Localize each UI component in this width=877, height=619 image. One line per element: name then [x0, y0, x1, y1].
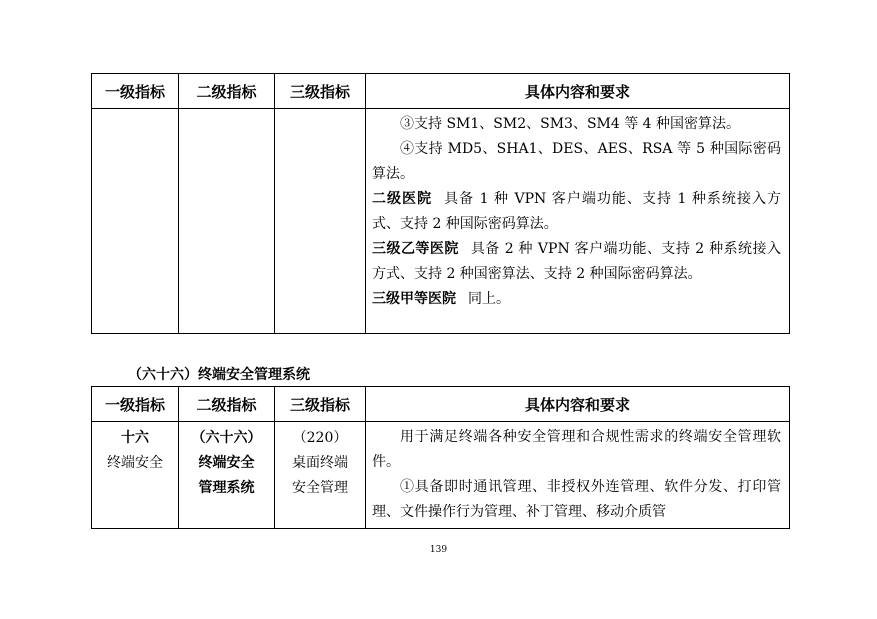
content-line: 用于满足终端各种安全管理和合规性需求的终端安全管理软件。: [372, 429, 781, 470]
header-level3: 三级指标: [275, 387, 366, 422]
requirements-table-continued: [91, 73, 790, 334]
table-header-row: [92, 74, 790, 109]
level2-line: 管理系统: [198, 480, 255, 496]
content-line: ④支持 MD5、SHA1、DES、AES、RSA 等 5 种国际密码算法。: [372, 141, 781, 182]
level1-line: 终端安全: [107, 455, 163, 471]
cell-level1-empty: [92, 109, 179, 334]
level-label: 三级甲等医院: [372, 291, 456, 307]
level-label: 二级医院: [372, 191, 433, 207]
level3-line: （220）: [292, 430, 348, 446]
cell-content: [366, 422, 790, 529]
header-level2: 二级指标: [179, 74, 275, 109]
content-line: ③支持 SM1、SM2、SM3、SM4 等 4 种国密算法。: [400, 116, 741, 132]
table-row: [92, 109, 790, 334]
content-line: ①具备即时通讯管理、非授权外连管理、软件分发、打印管理、文件操作行为管理、补丁管理、移动介质管: [372, 479, 781, 520]
cell-level3: [275, 422, 366, 529]
level-text: 具备 1 种 VPN 客户端功能、支持 1 种系统接入方式、支持 2 种国际密码算法。: [372, 191, 781, 232]
level2-line: 终端安全: [198, 455, 255, 471]
header-level2: 二级指标: [179, 387, 275, 422]
level-requirement: [372, 287, 781, 312]
page-number: 139: [429, 545, 448, 555]
level3-line: 桌面终端: [292, 455, 348, 471]
cell-level1: [92, 422, 179, 529]
table-header-row: [92, 387, 790, 422]
header-content: 具体内容和要求: [366, 74, 790, 109]
header-content: 具体内容和要求: [366, 387, 790, 422]
level-requirement: [372, 237, 781, 287]
level-label: 三级乙等医院: [372, 241, 459, 257]
header-level1: 一级指标: [92, 387, 179, 422]
level-requirement: [372, 187, 781, 237]
header-level1: 一级指标: [92, 74, 179, 109]
level2-line: （六十六）: [191, 430, 262, 446]
requirements-table: [91, 386, 790, 529]
header-level3: 三级指标: [275, 74, 366, 109]
level-text: 同上。: [468, 291, 510, 307]
cell-level2: [179, 422, 275, 529]
section-title: （六十六）终端安全管理系统: [128, 367, 310, 383]
level1-line: 十六: [121, 430, 149, 446]
table-row: [92, 422, 790, 529]
cell-level2-empty: [179, 109, 275, 334]
level3-line: 安全管理: [292, 480, 348, 496]
cell-content: [366, 109, 790, 334]
cell-level3-empty: [275, 109, 366, 334]
level-text: 具备 2 种 VPN 客户端功能、支持 2 种系统接入方式、支持 2 种国密算法、支持 2 种国际密码算法。: [372, 241, 782, 282]
